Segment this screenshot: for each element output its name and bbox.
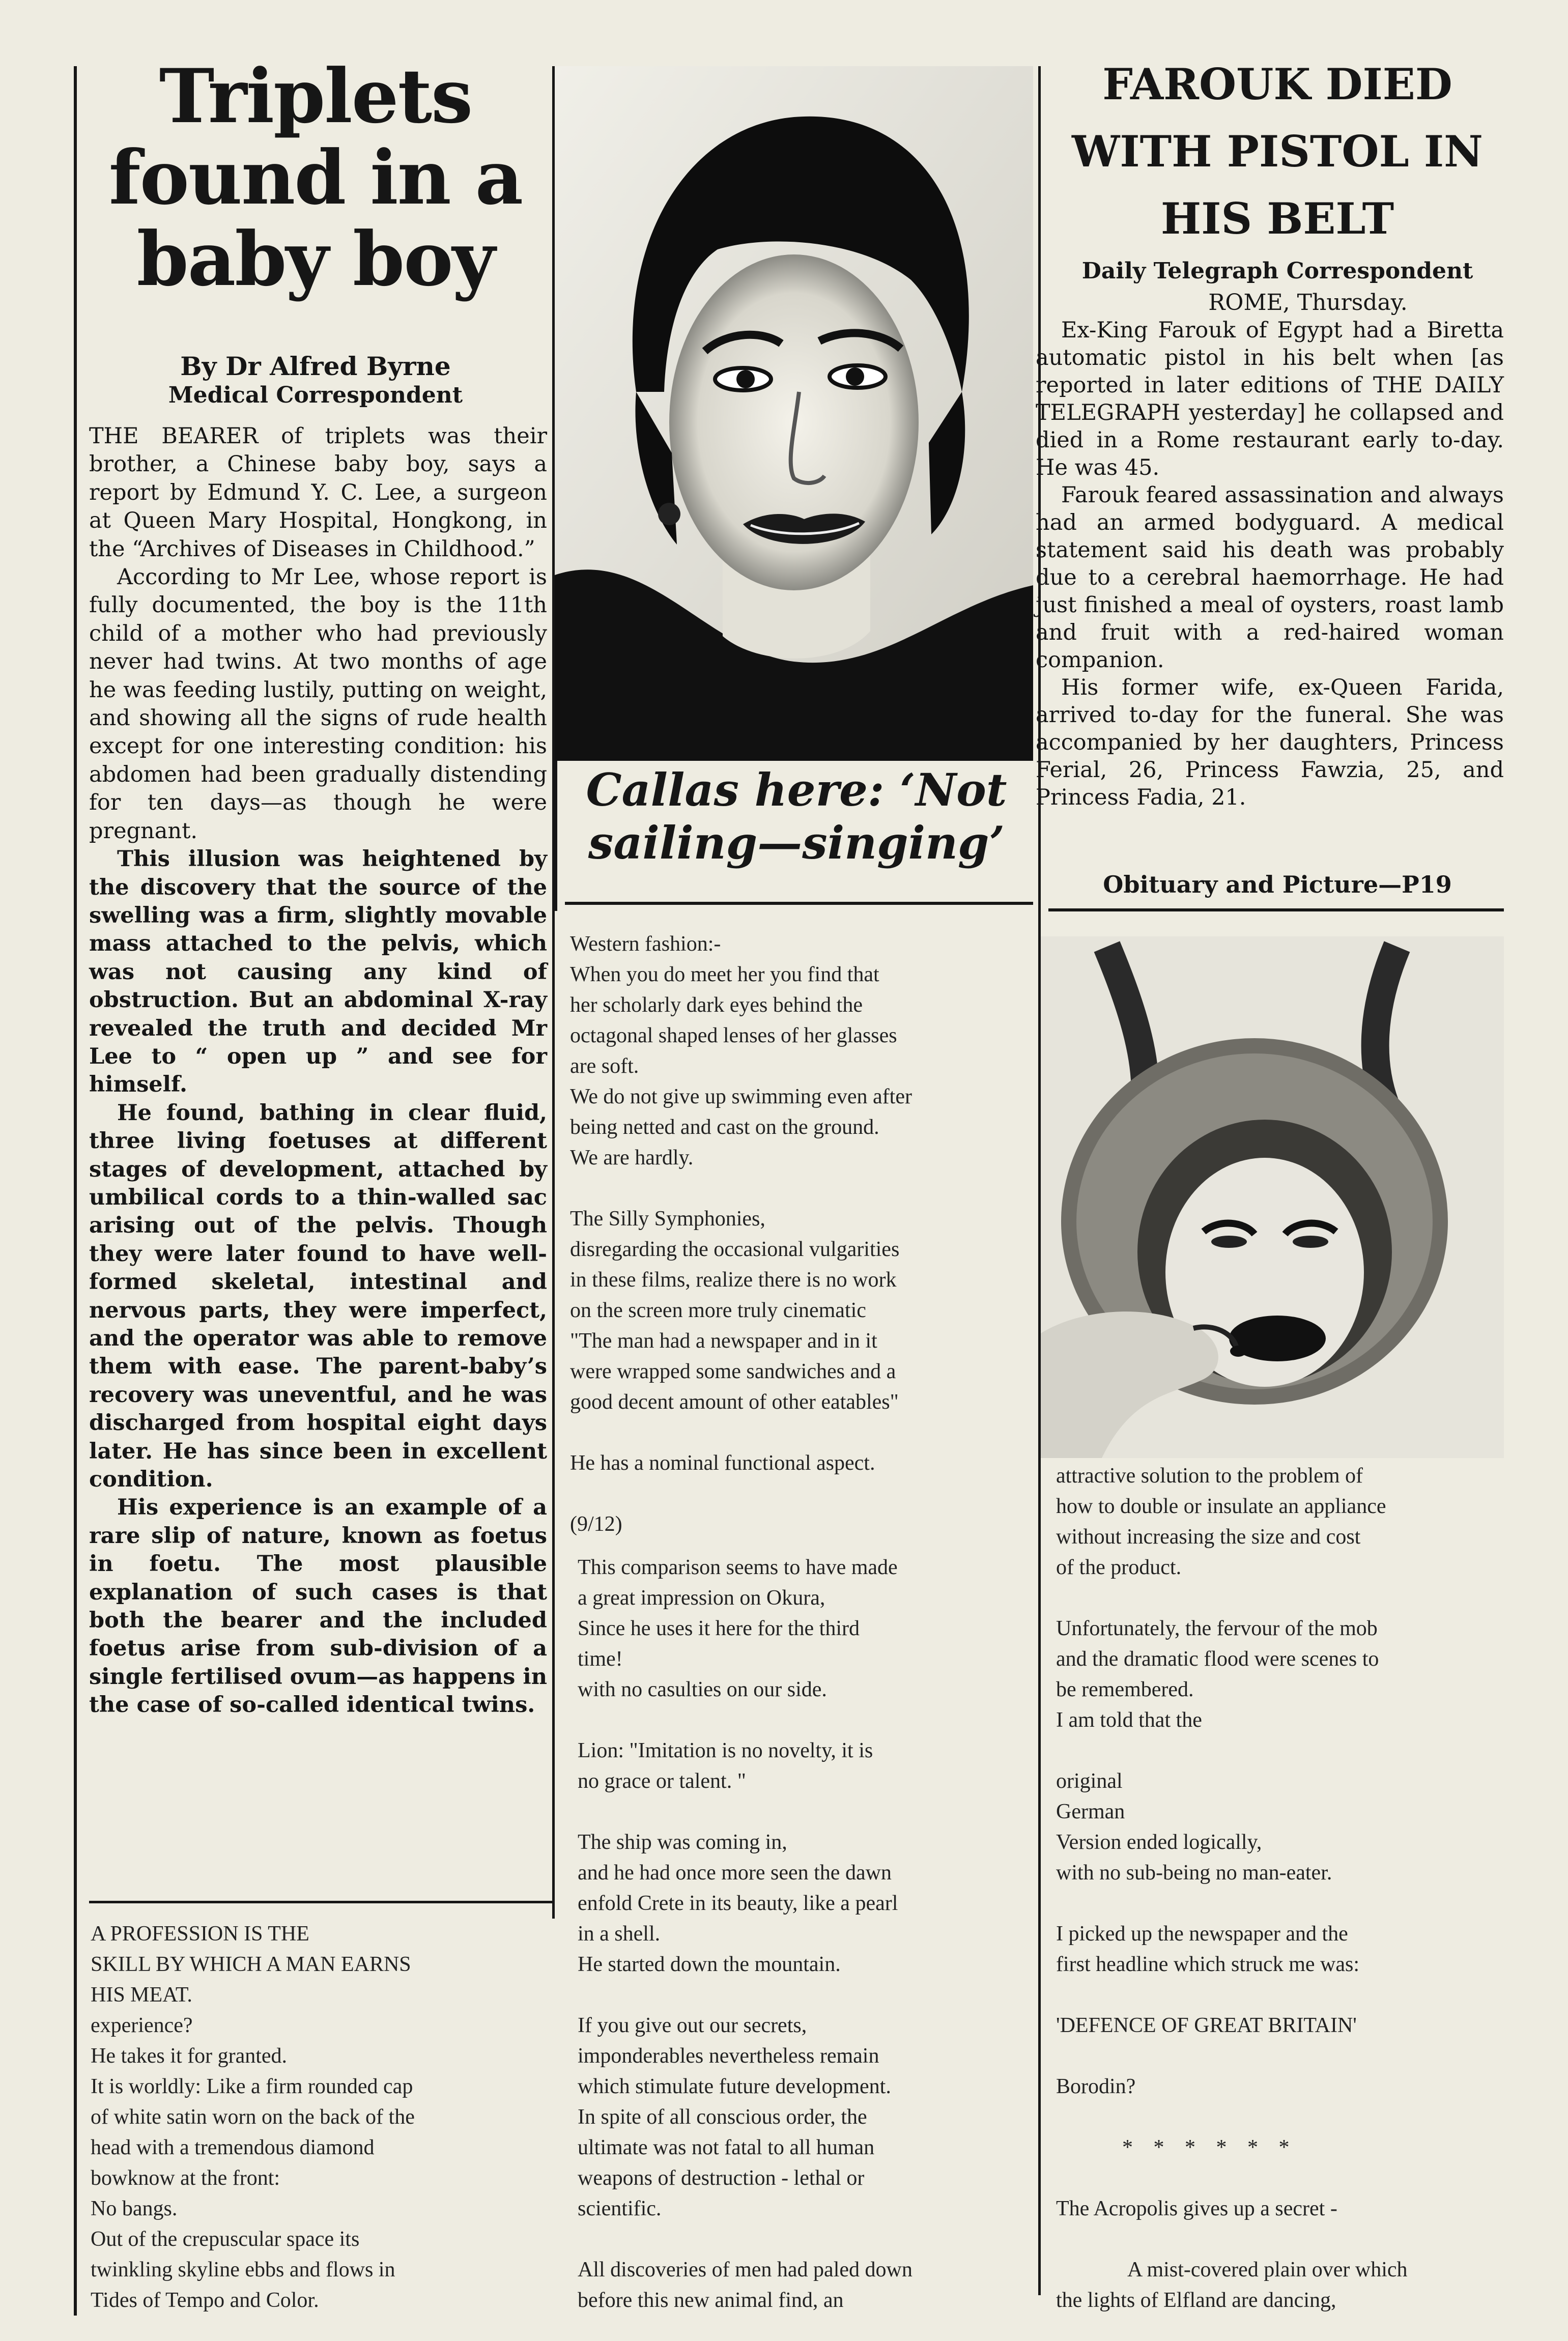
- typed-line: original: [1056, 1769, 1123, 1793]
- typed-line: When you do meet her you find that: [570, 963, 879, 986]
- typed-line: head with a tremendous diamond: [91, 2136, 375, 2159]
- typed-line: HIS MEAT.: [91, 1983, 192, 2007]
- article2-dateline: ROME, Thursday.: [1208, 290, 1408, 316]
- typed-line: Since he uses it here for the third: [578, 1617, 860, 1640]
- typed-line: and the dramatic flood were scenes to: [1056, 1647, 1379, 1671]
- typed-line: All discoveries of men had paled down: [578, 2258, 913, 2281]
- typed-line: a great impression on Okura,: [578, 1586, 825, 1610]
- article2-correspondent: Daily Telegraph Correspondent: [1081, 258, 1473, 284]
- typed-line: He has a nominal functional aspect.: [570, 1451, 875, 1475]
- portrait-photo: [555, 66, 1033, 761]
- spacer: [1056, 2163, 1514, 2193]
- spacer: [578, 1980, 1036, 2010]
- spacer: [1056, 2224, 1514, 2254]
- hooded-woman-photo: [1041, 936, 1504, 1458]
- rule-under-article2: [1048, 908, 1504, 911]
- spacer: [1056, 1980, 1514, 2010]
- typed-text-block-4: [1056, 1461, 1514, 2316]
- headline-line-2: found in a: [108, 134, 523, 221]
- headline-line-3: HIS BELT: [1160, 193, 1394, 244]
- typed-line: time!: [578, 1647, 623, 1671]
- typed-line: I am told that the: [1056, 1708, 1202, 1732]
- typed-line: enfold Crete in its beauty, like a pearl: [578, 1892, 898, 1915]
- typed-line: Version ended logically,: [1056, 1831, 1262, 1854]
- typed-line: are soft.: [570, 1054, 639, 1078]
- rule-under-article1: [89, 1901, 552, 1903]
- typed-line: the lights of Elfland are dancing,: [1056, 2289, 1336, 2312]
- typed-line: disregarding the occasional vulgarities: [570, 1238, 900, 1261]
- typed-line: The Silly Symphonies,: [570, 1207, 765, 1231]
- typed-line: being netted and cast on the ground.: [570, 1116, 879, 1139]
- photo-caption: [560, 763, 1033, 869]
- article1-paragraph: He found, bathing in clear fluid, three living foetuses at different stages of development, attached by umbilical cords to a thin-walled sac arising out of the pelvis. Though they were later found to have well-formed skeletal, intestinal and nervous parts, they were imperfect, and the operator was able to remove them with ease. The parent-baby’s recovery was uneventful, and he was discharged from hospital eight days later. He has since been in excellent condition.: [89, 1100, 547, 1493]
- typed-line: He takes it for granted.: [91, 2044, 288, 2068]
- typed-line: We do not give up swimming even after: [570, 1085, 912, 1108]
- typed-line: We are hardly.: [570, 1146, 694, 1169]
- spacer: [1056, 2041, 1514, 2071]
- author-role: Medical Correspondent: [168, 382, 463, 408]
- article1-paragraph: This illusion was heightened by the discovery that the source of the swelling was a firm, slightly movable mass attached to the pelvis, which was not causing any kind of obstruction. But an abdominal X-ray revealed the truth and decided Mr Lee to “ open up ” and see for himself.: [89, 846, 547, 1098]
- typed-line: how to double or insulate an appliance: [1056, 1495, 1386, 1518]
- rule-under-caption: [565, 902, 1033, 905]
- article2-paragraph: Ex-King Farouk of Egypt had a Biretta automatic pistol in his belt when [as reported in later editions of THE DAILY TELEGRAPH yesterday] he collapsed and died in a Rome restaurant early to-day. He was 45.: [1036, 318, 1504, 480]
- spacer: [578, 1796, 1036, 1827]
- article2-body: [1036, 317, 1504, 811]
- column-rule-left: [74, 66, 77, 2316]
- typed-line: weapons of destruction - lethal or: [578, 2166, 865, 2190]
- article2-paragraph: His former wife, ex-Queen Farida, arrived to-day for the funeral. She was accompanied by her daughters, Princess Ferial, 26, Princess Fawzia, 25, and Princess Fadia, 21.: [1036, 675, 1504, 810]
- caption-line-1: Callas here: ‘Not: [586, 763, 1007, 816]
- headline-line-3: baby boy: [136, 216, 495, 303]
- caption-line-2: sailing—singing’: [588, 816, 1005, 869]
- asterisk-divider: * * * * * *: [1122, 2136, 1290, 2159]
- typed-line: of white satin worn on the back of the: [91, 2105, 415, 2129]
- typed-text-block-2: [570, 929, 1043, 1539]
- typed-text-block-3: [578, 1552, 1036, 2316]
- typed-line: bowknow at the front:: [91, 2166, 280, 2190]
- spacer: [578, 1705, 1036, 1735]
- article2-paragraph: Farouk feared assassination and always had an armed bodyguard. A medical statement said his death was probably due to a cerebral haemorrhage. He had just finished a meal of oysters, roast lamb and fruit with a red-haired woman companion.: [1036, 482, 1504, 673]
- article1-paragraph: According to Mr Lee, whose report is fully documented, the boy is the 11th child of a mother who had previously never had twins. At two months of age he was feeding lustily, putting on weight, and showing all the signs of rude health except for one interesting condition: his abdomen had been gradually distending for ten days—as though he were pregnant.: [89, 564, 547, 844]
- article1-headline: [87, 53, 545, 303]
- typed-line: A PROFESSION IS THE: [91, 1922, 309, 1946]
- article1-paragraph: THE BEARER of triplets was their brother, a Chinese baby boy, says a report by Edmund Y. C. Lee, a surgeon at Queen Mary Hospital, Hongkong, in the “Archives of Diseases in Childhood.”: [89, 423, 547, 562]
- typed-line: with no sub-being no man-eater.: [1056, 1861, 1332, 1885]
- typed-line: attractive solution to the problem of: [1056, 1464, 1363, 1488]
- headline-line-1: Triplets: [159, 53, 472, 140]
- typed-line: no grace or talent. ": [578, 1769, 746, 1793]
- article1-paragraph: His experience is an example of a rare slip of nature, known as foetus in foetu. The most plausible explanation of such cases is that both the bearer and the included foetus arise from sub-division of a single fertilised ovum—as happens in the case of so-called identical twins.: [89, 1495, 547, 1718]
- spacer: [578, 2224, 1036, 2254]
- typed-line: octagonal shaped lenses of her glasses: [570, 1024, 897, 1047]
- typed-line: Lion: "Imitation is no novelty, it is: [578, 1739, 873, 1762]
- hooded-woman-image: [1041, 936, 1504, 1458]
- article1-body: [89, 422, 547, 1720]
- author: By Dr Alfred Byrne: [180, 351, 451, 381]
- typed-line: without increasing the size and cost: [1056, 1525, 1361, 1549]
- typed-line: A mist-covered plain over which: [1127, 2258, 1408, 2281]
- typed-line: German: [1056, 1800, 1125, 1823]
- typed-line: on the screen more truly cinematic: [570, 1299, 866, 1322]
- typed-line: It is worldly: Like a firm rounded cap: [91, 2075, 413, 2098]
- spacer: [1056, 1888, 1514, 1919]
- typed-line: No bangs.: [91, 2197, 178, 2220]
- headline-line-2: WITH PISTOL IN: [1072, 126, 1483, 177]
- typed-line: in these films, realize there is no work: [570, 1268, 897, 1292]
- spacer: [1056, 2102, 1514, 2132]
- spacer: [1056, 1583, 1514, 1613]
- typed-line: before this new animal find, an: [578, 2289, 844, 2312]
- typed-line: ultimate was not fatal to all human: [578, 2136, 875, 2159]
- typed-line: be remembered.: [1056, 1678, 1194, 1701]
- typed-line: imponderables nevertheless remain: [578, 2044, 879, 2068]
- typed-line: and he had once more seen the dawn: [578, 1861, 892, 1885]
- typed-line: Western fashion:-: [570, 932, 721, 956]
- spacer: [1056, 1735, 1514, 1766]
- article1-byline: [87, 351, 545, 409]
- typed-line: 'DEFENCE OF GREAT BRITAIN': [1056, 2014, 1357, 2037]
- typed-line: first headline which struck me was:: [1056, 1953, 1359, 1976]
- spacer: [570, 1417, 1043, 1448]
- typed-line: Out of the crepuscular space its: [91, 2228, 360, 2251]
- typed-line: of the product.: [1056, 1556, 1182, 1579]
- typed-line: Unfortunately, the fervour of the mob: [1056, 1617, 1378, 1640]
- typed-line: The ship was coming in,: [578, 1831, 787, 1854]
- typed-line: were wrapped some sandwiches and a: [570, 1360, 896, 1383]
- typed-line: I picked up the newspaper and the: [1056, 1922, 1348, 1946]
- typed-line: He started down the mountain.: [578, 1953, 841, 1976]
- typed-line: Borodin?: [1056, 2075, 1136, 2098]
- headline-line-1: FAROUK DIED: [1102, 59, 1452, 109]
- typed-line: twinkling skyline ebbs and flows in: [91, 2258, 395, 2281]
- typed-line: good decent amount of other eatables": [570, 1390, 899, 1414]
- typed-line: If you give out our secrets,: [578, 2014, 807, 2037]
- typed-line: with no casulties on our side.: [578, 1678, 827, 1701]
- typed-line: (9/12): [570, 1512, 622, 1536]
- typed-line: In spite of all conscious order, the: [578, 2105, 867, 2129]
- portrait-image: [555, 66, 1033, 761]
- typed-line: This comparison seems to have made: [578, 1556, 898, 1579]
- typed-line: Tides of Tempo and Color.: [91, 2289, 319, 2312]
- typed-line: in a shell.: [578, 1922, 661, 1946]
- typed-line: The Acropolis gives up a secret -: [1056, 2197, 1337, 2220]
- typed-line: SKILL BY WHICH A MAN EARNS: [91, 1953, 411, 1976]
- article2-headline: [1048, 51, 1506, 252]
- typed-line: scientific.: [578, 2197, 662, 2220]
- typed-line: her scholarly dark eyes behind the: [570, 993, 863, 1017]
- spacer: [570, 1173, 1043, 1204]
- typed-line: experience?: [91, 2014, 193, 2037]
- typed-text-block-1: [91, 1919, 549, 2316]
- article2-tagline: Obituary and Picture—P19: [1103, 871, 1452, 898]
- spacer: [570, 1478, 1043, 1509]
- typed-line: which stimulate future development.: [578, 2075, 891, 2098]
- typed-line: "The man had a newspaper and in it: [570, 1329, 877, 1353]
